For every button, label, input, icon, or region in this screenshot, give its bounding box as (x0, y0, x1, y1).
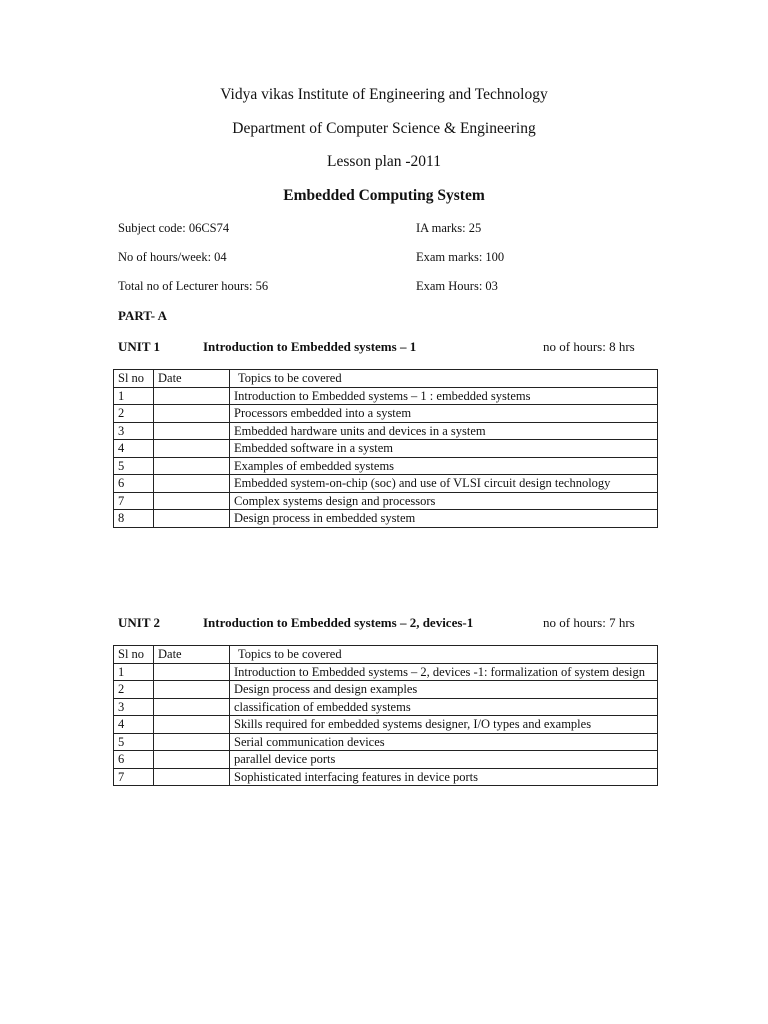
topic-cell: Complex systems design and processors (230, 492, 658, 510)
date-cell (154, 768, 230, 786)
exam-marks: Exam marks: 100 (416, 250, 505, 264)
unit-hours: no of hours: 8 hrs (543, 339, 635, 354)
topic-cell: classification of embedded systems (230, 698, 658, 716)
ia-marks: IA marks: 25 (416, 221, 482, 235)
topic-cell: Examples of embedded systems (230, 457, 658, 475)
date-cell (154, 510, 230, 528)
sl-cell: 6 (114, 751, 154, 769)
date-cell (154, 716, 230, 734)
date-cell (154, 751, 230, 769)
sl-cell: 4 (114, 440, 154, 458)
unit-label: UNIT 1 (118, 339, 161, 354)
topic-header: Topics to be covered (230, 646, 658, 664)
table-row (114, 698, 658, 716)
lesson-plan-title: Lesson plan -2011 (327, 153, 441, 170)
date-cell (154, 663, 230, 681)
date-header: Date (154, 370, 230, 388)
date-cell (154, 475, 230, 493)
date-cell (154, 457, 230, 475)
unit-label: UNIT 2 (118, 615, 161, 630)
date-cell (154, 681, 230, 699)
table-row (114, 440, 658, 458)
topic-cell: Embedded hardware units and devices in a system (230, 422, 658, 440)
institute-name: Vidya vikas Institute of Engineering and Technology (220, 86, 548, 103)
sl-cell: 2 (114, 405, 154, 423)
topic-cell: Sophisticated interfacing features in device ports (230, 768, 658, 786)
sl-no-header: Sl no (114, 646, 154, 664)
topic-cell: Introduction to Embedded systems – 2, devices -1: formalization of system design (230, 663, 658, 681)
topic-cell: parallel device ports (230, 751, 658, 769)
subject-title: Embedded Computing System (283, 187, 485, 204)
topic-cell: Introduction to Embedded systems – 1 : embedded systems (230, 387, 658, 405)
table-row (114, 663, 658, 681)
unit-title: Introduction to Embedded systems – 2, devices-1 (203, 615, 474, 630)
department-name: Department of Computer Science & Engineering (232, 120, 536, 137)
table-row (114, 422, 658, 440)
sl-cell: 1 (114, 387, 154, 405)
table-header-row (114, 370, 658, 388)
table-row (114, 510, 658, 528)
sl-cell: 7 (114, 768, 154, 786)
date-cell (154, 440, 230, 458)
topic-cell: Embedded software in a system (230, 440, 658, 458)
date-cell (154, 405, 230, 423)
date-cell (154, 733, 230, 751)
sl-cell: 1 (114, 663, 154, 681)
sl-cell: 5 (114, 733, 154, 751)
table-row (114, 457, 658, 475)
table-row (114, 681, 658, 699)
table-row (114, 768, 658, 786)
sl-cell: 3 (114, 698, 154, 716)
table-row (114, 405, 658, 423)
table-header-row (114, 646, 658, 664)
part-label: PART- A (118, 308, 168, 323)
table-row (114, 733, 658, 751)
unit-hours: no of hours: 7 hrs (543, 615, 635, 630)
total-lecture-hours: Total no of Lecturer hours: 56 (118, 279, 269, 293)
date-header: Date (154, 646, 230, 664)
unit-1-table (113, 369, 658, 528)
sl-cell: 8 (114, 510, 154, 528)
sl-cell: 4 (114, 716, 154, 734)
sl-cell: 7 (114, 492, 154, 510)
exam-hours: Exam Hours: 03 (416, 279, 498, 293)
table-row (114, 751, 658, 769)
hours-per-week: No of hours/week: 04 (118, 250, 227, 264)
sl-cell: 5 (114, 457, 154, 475)
topic-cell: Embedded system-on-chip (soc) and use of VLSI circuit design technology (230, 475, 658, 493)
table-row (114, 716, 658, 734)
topic-cell: Skills required for embedded systems designer, I/O types and examples (230, 716, 658, 734)
unit-2-table (113, 645, 658, 786)
table-row (114, 492, 658, 510)
unit-heading (0, 339, 768, 357)
topic-cell: Processors embedded into a system (230, 405, 658, 423)
topic-header: Topics to be covered (230, 370, 658, 388)
unit-heading (0, 615, 768, 633)
sl-cell: 3 (114, 422, 154, 440)
date-cell (154, 387, 230, 405)
sl-no-header: Sl no (114, 370, 154, 388)
table-row (114, 387, 658, 405)
sl-cell: 2 (114, 681, 154, 699)
topic-cell: Design process and design examples (230, 681, 658, 699)
subject-code: Subject code: 06CS74 (118, 221, 230, 235)
date-cell (154, 492, 230, 510)
date-cell (154, 422, 230, 440)
date-cell (154, 698, 230, 716)
table-row (114, 475, 658, 493)
topic-cell: Design process in embedded system (230, 510, 658, 528)
topic-cell: Serial communication devices (230, 733, 658, 751)
unit-title: Introduction to Embedded systems – 1 (203, 339, 417, 354)
sl-cell: 6 (114, 475, 154, 493)
